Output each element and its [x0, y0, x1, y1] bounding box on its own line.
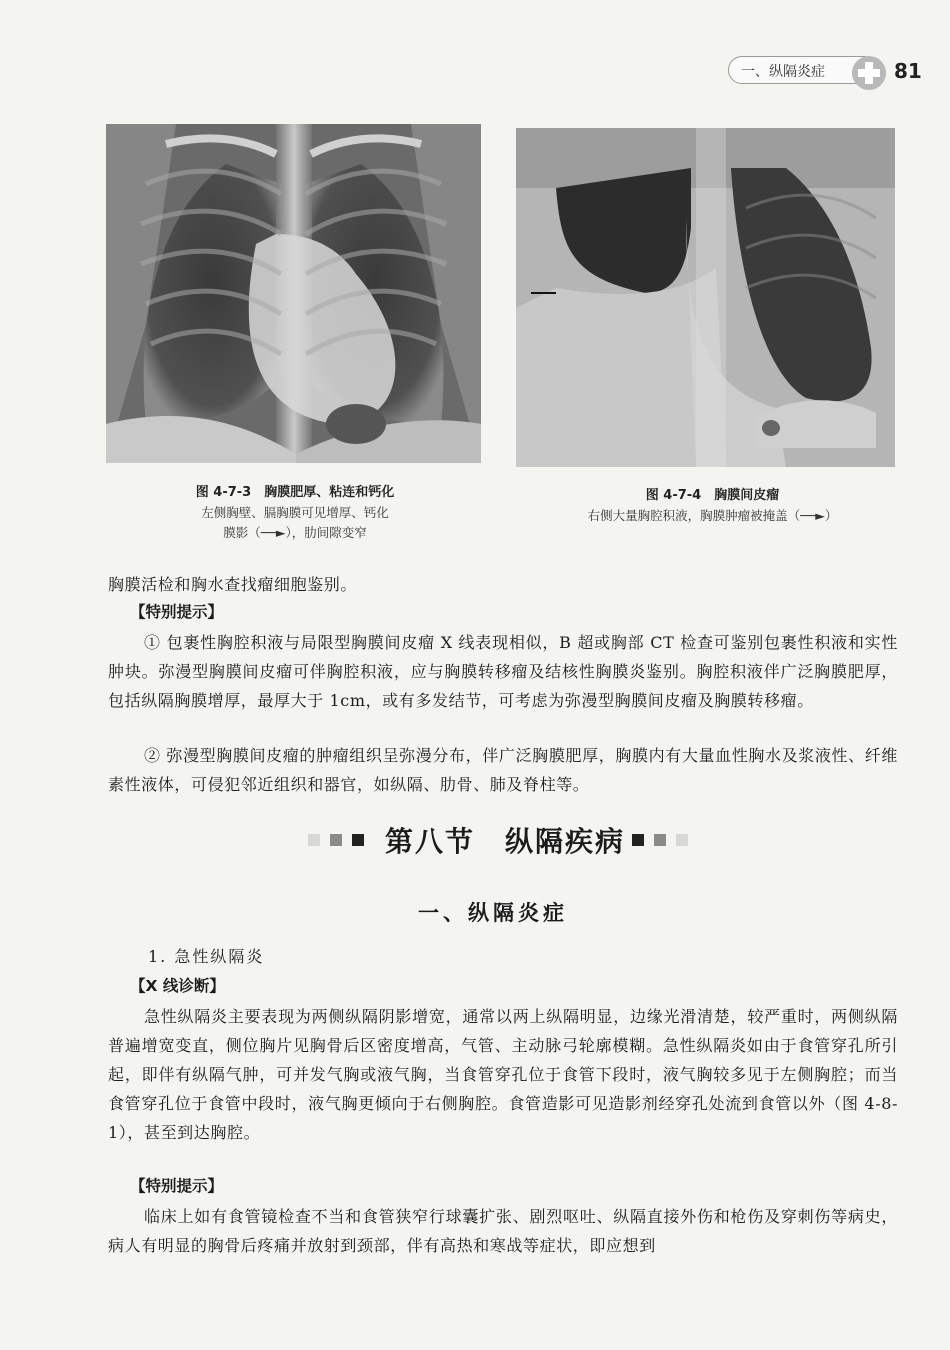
figure-desc-line: 膜影（──►），肋间隙变窄	[223, 525, 367, 540]
paragraph: 临床上如有食管镜检查不当和食管狭窄行球囊扩张、剧烈呕吐、纵隔直接外伤和枪伤及穿刺伤等病史，病人有明显的胸骨后疼痛并放射到颈部，伴有高热和寒战等症状，即应想到	[108, 1207, 898, 1255]
figure-desc-line: 左侧胸壁、膈胸膜可见增厚、钙化	[201, 505, 389, 520]
special-tip-label: 【特别提示】	[130, 1177, 224, 1195]
section-heading	[300, 820, 700, 860]
decor-square	[330, 834, 342, 846]
paragraph: 胸膜活检和胸水查找瘤细胞鉴别。	[108, 575, 358, 594]
figure-caption-4-7-3	[150, 483, 440, 543]
subsection-title: 一、纵隔炎症	[418, 900, 568, 925]
paragraph: ① 包裹性胸腔积液与局限型胸膜间皮瘤 X 线表现相似，B 超或胸部 CT 检查可鉴别包裹性积液和实性肿块。弥漫型胸膜间皮瘤可伴胸腔积液，应与胸膜转移瘤及结核性胸膜炎鉴别。胸腔积液伴广泛胸膜肥厚，包括纵隔胸膜增厚，最厚大于 1cm，或有多发结节，可考虑为弥漫型胸膜间皮瘤及胸膜转移瘤。	[108, 633, 898, 710]
figure-title: 图 4-7-3 胸膜肥厚、粘连和钙化	[195, 485, 395, 500]
xray-image-4-7-3	[106, 124, 481, 463]
xray-image-4-7-4	[516, 128, 895, 467]
cross-icon	[852, 56, 886, 90]
decor-square	[352, 834, 364, 846]
decor-square	[654, 834, 666, 846]
special-tip-label: 【特别提示】	[130, 603, 224, 621]
decor-square	[308, 834, 320, 846]
paragraph: ② 弥漫型胸膜间皮瘤的肿瘤组织呈弥漫分布，伴广泛胸膜肥厚，胸膜内有大量血性胸水及浆液性、纤维素性液体，可侵犯邻近组织和器官，如纵隔、肋骨、肺及脊柱等。	[108, 746, 898, 794]
xray-diagnosis-label: 【X 线诊断】	[130, 977, 225, 995]
figure-caption-4-7-4	[540, 486, 885, 526]
decor-square	[676, 834, 688, 846]
item-title: 1. 急性纵隔炎	[148, 947, 265, 966]
decor-square	[632, 834, 644, 846]
page-number: 81	[894, 59, 922, 83]
figure-title: 图 4-7-4 胸膜间皮瘤	[645, 488, 780, 503]
paragraph: 急性纵隔炎主要表现为两侧纵隔阴影增宽，通常以两上纵隔明显，边缘光滑清楚，较严重时，两侧纵隔普遍增宽变直，侧位胸片见胸骨后区密度增高，气管、主动脉弓轮廓模糊。急性纵隔炎如由于食管穿孔所引起，即伴有纵隔气肿，可并发气胸或液气胸，当食管穿孔位于食管下段时，液气胸较多见于左侧胸腔；而当食管穿孔位于食管中段时，液气胸更倾向于右侧胸腔。食管造影可见造影剂经穿孔处流到食管以外（图 4-8-1），甚至到达胸腔。	[108, 1007, 898, 1142]
figure-desc-line: 右侧大量胸腔积液，胸膜肿瘤被掩盖（──►）	[587, 508, 838, 523]
section-title: 第八节 纵隔疾病	[385, 825, 626, 858]
chapter-title: 一、纵隔炎症	[741, 64, 825, 80]
